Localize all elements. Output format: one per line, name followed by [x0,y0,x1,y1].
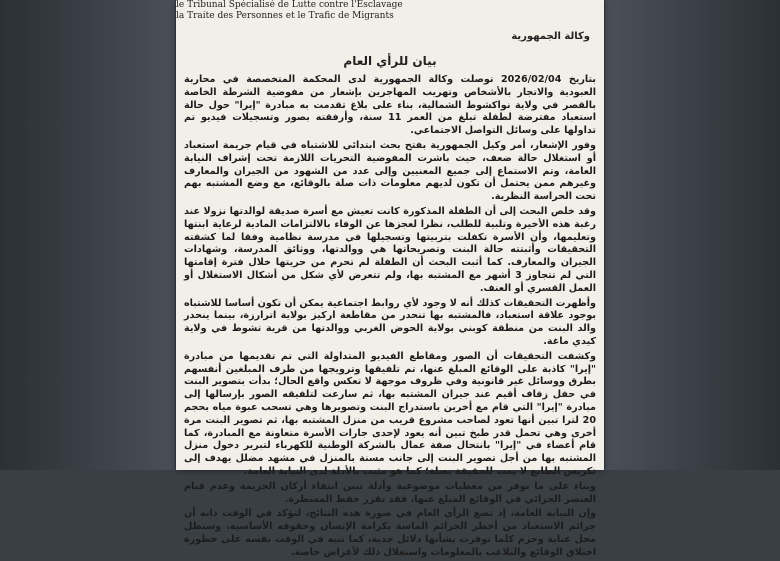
paragraph: وإن النيابة العامة، إذ تضع الرأي العام في صورة هذه النتائج، لتؤكد في الوقت ذاته أن جرائم الاستعباد من أخطر الجرائم الماسة بكرامة الإنسان وحقوقه الأساسية، وستظل محل عناية وحزم كلما توفرت بشأنها دلائل جدية، كما تنبه في الوقت نفسه على خطورة اختلاق الوقائع والتلاعب بالمعلومات واستغلال ذلك لأغراض خاصة. [184,508,596,558]
background-left [0,0,175,470]
french-header-line-2: la Traite des Personnes et le Trafic de Migrants [176,11,394,21]
paragraph: وكشفت التحقيقات أن الصور ومقاطع الفيديو المتداولة التي تم تقديمها من مبادرة "إيرا" كاذبة على الوقائع المبلغ عنها، تم تلفيقها وترويجها من طرف المبلغين أنفسهم بطرق ووسائل غير قانونية وفي ظروف موجهة لا تعكس واقع الحال؛ بدأت بتصوير البنت في حفل زفاف أقيم عند جيران المشتبه بها، ثم سارعت لتلفيقه الصور بإرسالها إلى مبادرة "إيرا" التي قام مع أخرين باستدراج البنت وتصويرها وهي تسحب عبوة مياه بحجم 20 لترا تبين أنها تعود لصاحب مشروع قريب من منزل المشتبه بها، ثم تصوير البنت مرة أخرى وهي تحمل قدر طبخ تبين أنه يعود لإحدى جارات الأسرة متعاونة مع المبادرة، كما قام أعضاء في "إيرا" بانتحال صفة عمال بالشركة الوطنية للكهرباء لتبرير دخول منزل المشتبه بها من أجل تصوير البنت إلى جانب مسنة بالمنزل في مشهد مضلل يهدف إلى تكريس الطابع لا يمت للحقيقة بصلة؛ كما هو مثبت بالأدلة لدى النيابة العامة. [184,350,596,477]
paragraph: بتاريخ 2026/02/04 توصلت وكالة الجمهورية لدى المحكمة المتخصصة في محاربة العبودية والاتجار بالأشخاص وتهريب المهاجرين بإشعار من مفوضية الشرطة الخاصة بالقصر في ولاية نواكشوط الشمالية، بناء على بلاغ تقدمت به مبادرة "إيرا" حول حالة استعباد مفترضة لطفلة تبلغ من العمر 11 سنة، وأرفقته بصور وتسجيلات فيديو تم تداولها على وسائل التواصل الاجتماعي. [184,74,596,137]
french-header [176,0,403,22]
paragraph: وأظهرت التحقيقات كذلك أنه لا وجود لأي روابط اجتماعية يمكن أن تكون أساسا للاشتباه بوجود علاقة استعباد، فالمشتبه بها تنحدر من مقاطعة اركيز بولاية اترارزة، بينما ينحدر والد البنت من منطقة كوبني بولاية الحوض الغربي ووالدتها من قرية تشوط في ولاية كيدي ماغة. [184,297,596,347]
document-page [176,0,604,558]
paragraph: وبناء على ما توفر من معطيات موضوعية وأدلة تبين انتفاء أركان الجريمة وعدم قيام العنصر الجزائي في الوقائع المبلغ عنها، فقد تقرر حفظ المسطرة. [184,480,596,505]
background-right [605,0,780,470]
agency-name: وكالة الجمهورية [511,31,590,42]
statement-body [184,74,596,561]
document-title: بيان للرأي العام [343,54,437,68]
paragraph: وقد خلص البحث إلى أن الطفلة المذكورة كانت تعيش مع أسرة صديقة لوالدتها نزولا عند رغبة هذه الأخيرة وتلبية للطلب، نظرا لعجزها عن الوفاء بالالتزامات المادية لرعاية ابنتها وتعليمها، وأن الأسرة تكفلت بتربيتها وتسجيلها في مدرسة نظامية وفقا لما كشفته التحقيقات وأثبتته حالة البنت وتصريحاتها هي ووالدتها، ووثائق المدرسة، وشهادات الجيران والمعارف. كما أثبت البحث أن الطفلة لم تحرم من حريتها خلال فترة إقامتها التي لم تتجاوز 3 أشهر مع المشتبه بها، ولم تتعرض لأي شكل من أشكال الاستغلال أو العمل القسري أو العنف. [184,205,596,294]
french-header-line-1: le Tribunal Spécialisé de Lutte contre l'Esclavage [176,0,403,10]
paragraph: وفور الإشعار، أمر وكيل الجمهورية بفتح بحث ابتدائي للاشتباه في قيام جريمة استعباد أو استغلال حالة ضعف، حيث باشرت المفوضية التحريات اللازمة تحت إشراف النيابة العامة، وتم الاستماع إلى جميع المعنيين وإلى عدد من الشهود من الجيران والمعارف وغيرهم ممن يحتمل أن تكون لديهم معلومات ذات صلة بالوقائع، مع وضع المشتبه بهم تحت الحراسة النظرية. [184,139,596,203]
